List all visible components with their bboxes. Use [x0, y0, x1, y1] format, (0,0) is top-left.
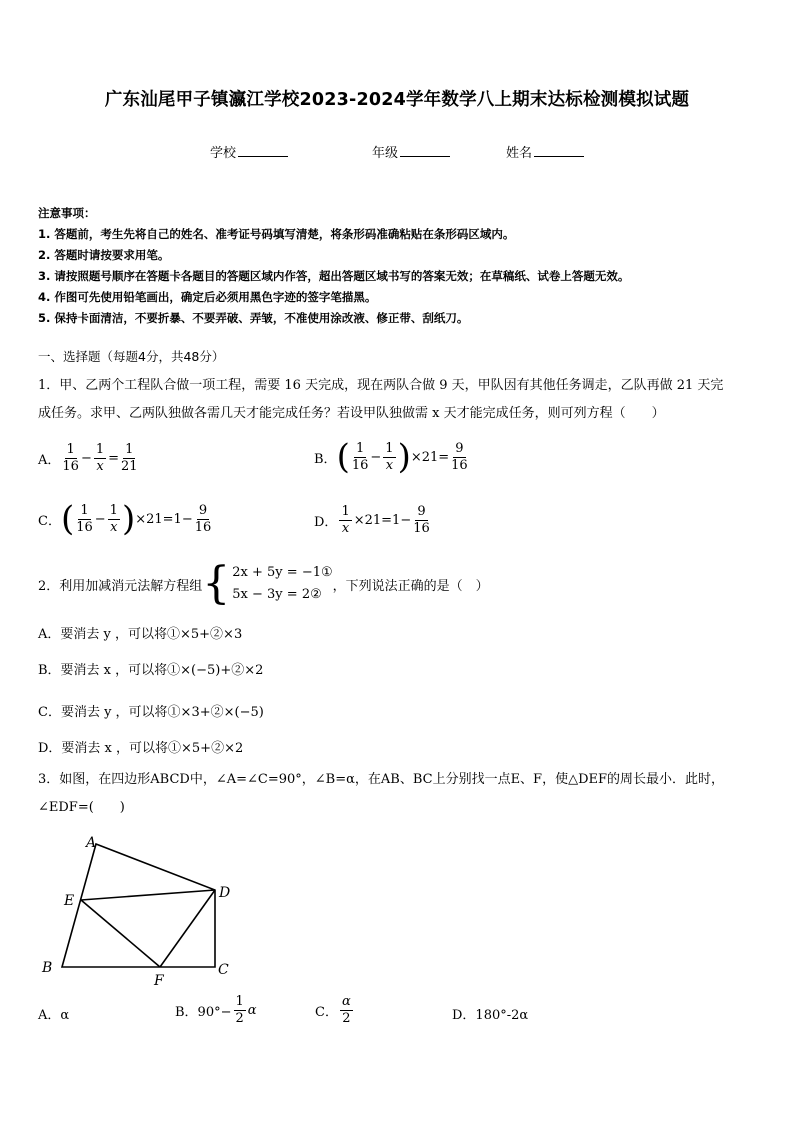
q2-option-b[interactable]: B．要消去 x ，可以将①×(−5)+②×2 [38, 663, 264, 678]
q3-option-a[interactable]: A．α [38, 1008, 70, 1023]
q2-stem-prefix: 2．利用加减消元法解方程组 [38, 578, 203, 594]
notes-block [38, 203, 629, 329]
quadrilateral-figure [38, 832, 238, 992]
option-label: D． [314, 515, 338, 530]
notes-item: 5. 保持卡面清洁，不要折暴、不要弄破、弄皱，不准使用涂改液、修正带、刮纸刀。 [38, 311, 469, 325]
grade-blank[interactable] [400, 144, 450, 157]
q3-option-b[interactable]: B．90°− $\frac{1}{2}$ α [175, 994, 257, 1026]
q2-option-c[interactable]: C．要消去 y ，可以将①×3+②×(−5) [38, 705, 264, 720]
name-blank[interactable] [534, 144, 584, 157]
equation-1: 2x + 5y = −1① [232, 565, 333, 580]
notes-item: 4. 作图可先使用铅笔画出，确定后必须用黑色字迹的签字笔描黑。 [38, 290, 377, 304]
equation-system [232, 562, 332, 606]
label-b: B [42, 960, 53, 976]
label-a: A [86, 835, 97, 851]
system-brace: { [202, 558, 231, 609]
q2-stem-suffix: ，下列说法正确的是（ ） [332, 578, 489, 594]
question-2 [38, 558, 489, 609]
q3-line1: 3．如图，在四边形ABCD中，∠A=∠C=90°，∠B=α，在AB、BC上分别找一点E、F，使△DEF的周长最小．此时， [38, 772, 725, 787]
grade-field [372, 142, 450, 161]
school-label: 学校 [210, 146, 237, 161]
section-heading: 一、选择题（每题4分，共48分） [38, 349, 225, 364]
q1-line2: 成任务。求甲、乙两队独做各需几天才能完成任务？若设甲队独做需 x 天才能完成任务，则可列方程（ ） [38, 406, 665, 421]
label-d: D [219, 885, 231, 901]
option-b-prefix: B．90°− [175, 1005, 232, 1020]
option-label: B． [314, 451, 337, 467]
option-label: C． [38, 513, 61, 529]
q3-option-c[interactable]: C． α 2 [315, 994, 351, 1026]
q2-option-d[interactable]: D．要消去 x ，可以将①×5+②×2 [38, 741, 244, 756]
q3-option-d[interactable]: D．180°-2α [452, 1008, 529, 1023]
option-label: A． [38, 453, 61, 468]
label-c: C [218, 962, 229, 978]
q1-option-c[interactable]: C． ( 1 16 − 1 x ) ×21=1− 9 16 [38, 499, 212, 539]
name-field [506, 142, 584, 161]
q1-option-d[interactable]: D． 1 x ×21=1− 9 16 [314, 504, 430, 536]
q3-line2: ∠EDF=( ) [38, 800, 125, 815]
q1-line1: 1．甲、乙两个工程队合做一项工程，需要 16 天完成，现在两队合做 9 天，甲队因有其他任务调走，乙队再做 21 天完 [38, 378, 724, 393]
question-3 [38, 766, 762, 822]
school-field [210, 142, 288, 161]
name-label: 姓名 [506, 146, 533, 161]
notes-item: 3. 请按照题号顺序在答题卡各题目的答题区域内作答，超出答题区域书写的答案无效；在草稿纸、试卷上答题无效。 [38, 269, 630, 283]
school-blank[interactable] [238, 144, 288, 157]
label-e: E [64, 893, 75, 909]
grade-label: 年级 [372, 146, 399, 161]
notes-item: 1. 答题前，考生先将自己的姓名、准考证号码填写清楚，将条形码准确粘贴在条形码区域内。 [38, 227, 515, 241]
q1-option-b[interactable]: B． ( 1 16 − 1 x ) ×21= 9 16 [314, 437, 468, 477]
question-1 [38, 372, 762, 428]
page-title: 广东汕尾甲子镇瀛江学校2023-2024学年数学八上期末达标检测模拟试题 [104, 90, 690, 110]
option-c-prefix: C． [315, 1005, 338, 1020]
equation-2: 5x − 3y = 2② [232, 587, 322, 602]
notes-heading: 注意事项： [38, 206, 96, 220]
q2-option-a[interactable]: A．要消去 y ，可以将①×5+②×3 [38, 627, 243, 642]
label-f: F [154, 973, 164, 989]
notes-item: 2. 答题时请按要求用笔。 [38, 248, 170, 262]
q1-option-a[interactable]: A． 1 16 − 1 x = 1 21 [38, 442, 138, 474]
